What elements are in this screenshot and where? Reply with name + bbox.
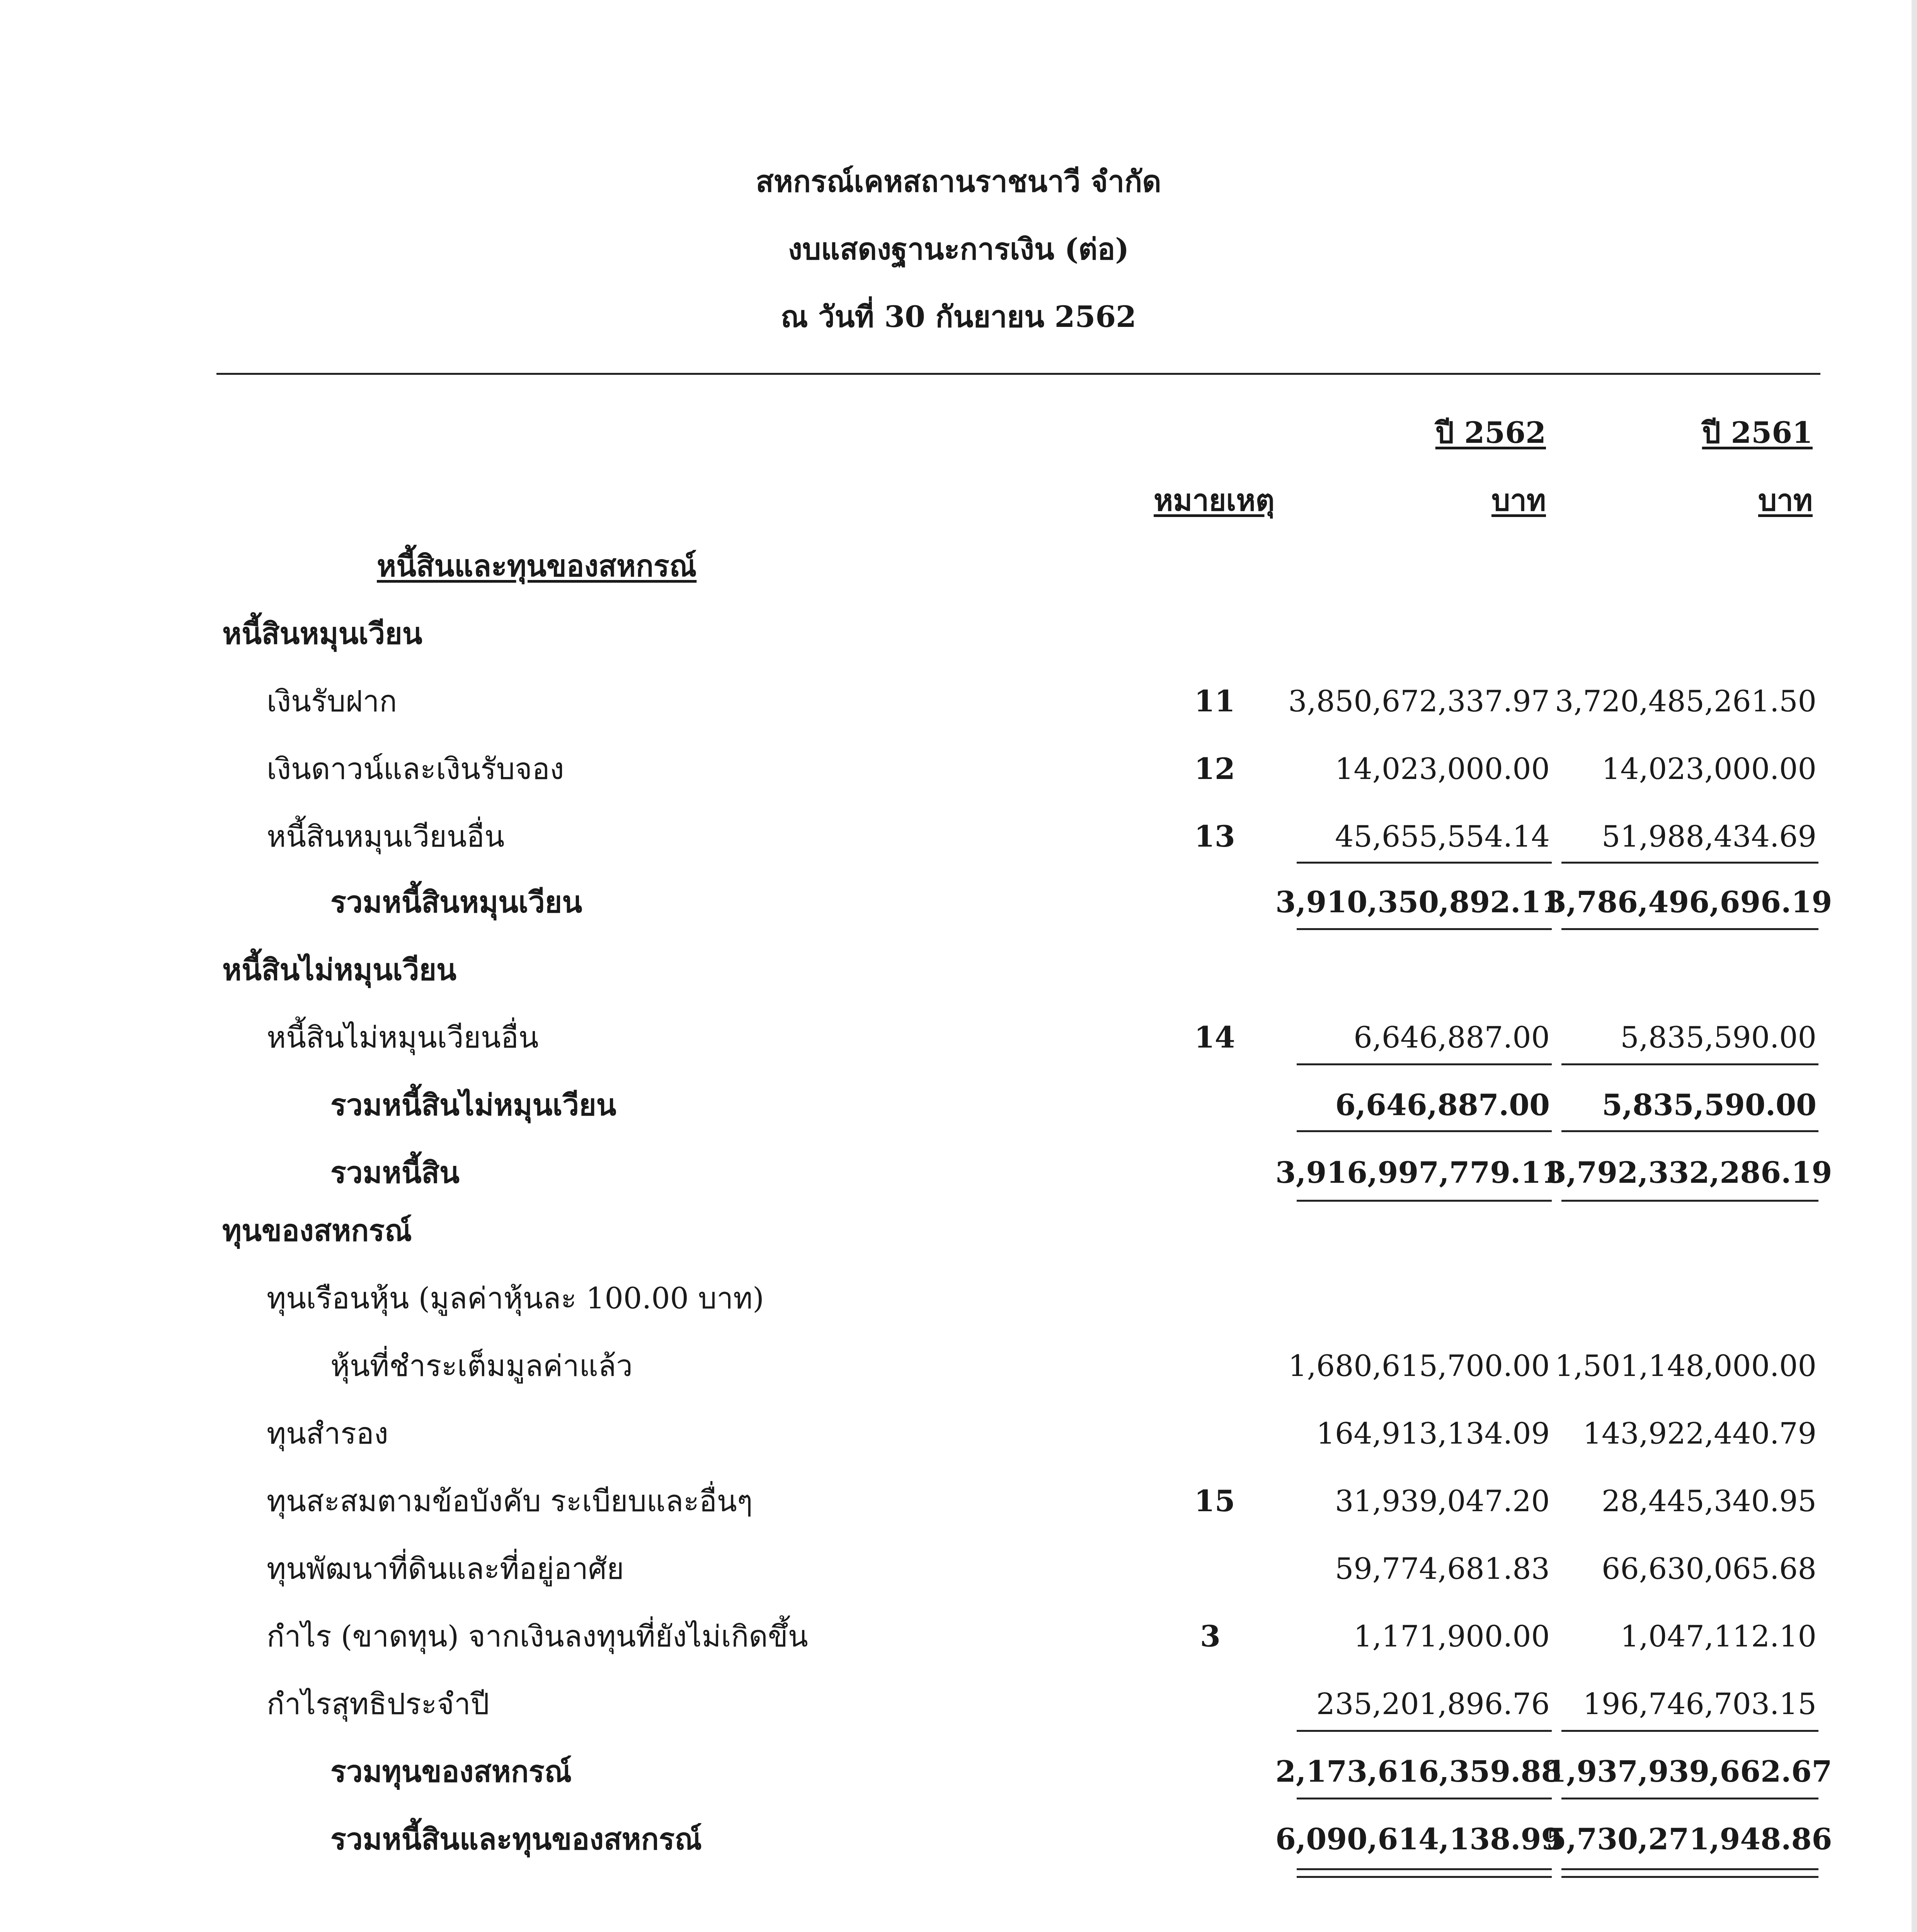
total-value-2562: 2,173,616,359.88 — [1275, 1754, 1562, 1789]
total-value-2562: 3,916,997,779.11 — [1275, 1155, 1562, 1190]
row-value-2561: 28,445,340.95 — [1601, 1484, 1817, 1518]
row-value-2561: 196,746,703.15 — [1583, 1687, 1817, 1721]
column-year-2562: ปี 2562 — [1435, 415, 1546, 450]
row-value-2561: 51,988,434.69 — [1601, 819, 1817, 854]
total-value-2562: 6,646,887.00 — [1335, 1088, 1550, 1122]
group-current-liabilities: หนี้สินหมุนเวียน — [222, 616, 422, 651]
row-label: ทุนเรือนหุ้น (มูลค่าหุ้นละ 100.00 บาท) — [267, 1281, 764, 1315]
row-note: 12 — [1194, 752, 1235, 786]
total-value-2562: 3,910,350,892.11 — [1275, 885, 1562, 919]
total-rule — [1561, 1130, 1818, 1132]
row-label: ทุนพัฒนาที่ดินและที่อยู่อาศัย — [267, 1551, 624, 1586]
row-note: 15 — [1194, 1484, 1235, 1518]
total-rule — [1561, 1200, 1818, 1202]
double-rule-top — [1561, 1868, 1818, 1870]
grand-total-2562: 6,090,614,138.99 — [1275, 1822, 1562, 1856]
double-rule-bottom — [1561, 1876, 1818, 1878]
row-label: เงินดาวน์และเงินรับจอง — [267, 752, 564, 786]
row-value-2562: 1,680,615,700.00 — [1288, 1349, 1550, 1383]
row-value-2562: 235,201,896.76 — [1316, 1687, 1550, 1721]
subtotal-rule — [1297, 1063, 1552, 1065]
total-equity-label: รวมทุนของสหกรณ์ — [330, 1754, 572, 1789]
group-equity: ทุนของสหกรณ์ — [222, 1213, 412, 1248]
row-value-2562: 3,850,672,337.97 — [1288, 684, 1550, 718]
column-unit-1: บาท — [1491, 483, 1546, 517]
row-label: เงินรับฝาก — [267, 684, 397, 718]
total-rule — [1297, 928, 1552, 930]
row-value-2561: 5,835,590.00 — [1620, 1020, 1817, 1054]
statement-date: ณ วันที่ 30 กันยายน 2562 — [780, 299, 1136, 334]
row-value-2561: 1,047,112.10 — [1620, 1619, 1817, 1653]
row-value-2561: 3,720,485,261.50 — [1555, 684, 1817, 718]
row-value-2561: 143,922,440.79 — [1583, 1416, 1817, 1451]
row-label: ทุนสะสมตามข้อบังคับ ระเบียบและอื่นๆ — [267, 1484, 753, 1518]
group-noncurrent-liabilities: หนี้สินไม่หมุนเวียน — [222, 952, 456, 987]
total-value-2561: 3,786,496,696.19 — [1546, 885, 1832, 919]
total-rule — [1297, 1130, 1552, 1132]
total-rule — [1297, 1798, 1552, 1799]
column-year-2561: ปี 2561 — [1702, 415, 1813, 450]
column-note: หมายเหตุ — [1154, 483, 1275, 517]
page-edge — [1912, 0, 1917, 1932]
row-label: ทุนสำรอง — [267, 1416, 388, 1451]
total-rule — [1561, 928, 1818, 930]
total-rule — [1561, 1798, 1818, 1799]
total-value-2561: 1,937,939,662.67 — [1546, 1754, 1832, 1789]
subtotal-rule — [1297, 862, 1552, 864]
subtotal-rule — [1561, 862, 1818, 864]
row-note: 11 — [1194, 684, 1235, 718]
row-label: กำไรสุทธิประจำปี — [267, 1687, 489, 1721]
row-label: กำไร (ขาดทุน) จากเงินลงทุนที่ยังไม่เกิดขึ้น — [267, 1619, 808, 1653]
total-rule — [1297, 1200, 1552, 1202]
row-value-2561: 14,023,000.00 — [1601, 752, 1817, 786]
total-value-2561: 5,835,590.00 — [1602, 1088, 1817, 1122]
row-note: 3 — [1200, 1619, 1221, 1653]
total-noncurrent-liabilities-label: รวมหนี้สินไม่หมุนเวียน — [330, 1088, 616, 1122]
row-value-2562: 6,646,887.00 — [1353, 1020, 1550, 1054]
total-liabilities-label: รวมหนี้สิน — [330, 1155, 460, 1190]
row-value-2562: 59,774,681.83 — [1335, 1551, 1550, 1586]
subtotal-rule — [1561, 1730, 1818, 1732]
grand-total-2561: 5,730,271,948.86 — [1546, 1822, 1832, 1856]
row-value-2562: 1,171,900.00 — [1353, 1619, 1550, 1653]
double-rule-bottom — [1297, 1876, 1552, 1878]
row-label: หนี้สินหมุนเวียนอื่น — [267, 819, 505, 854]
total-current-liabilities-label: รวมหนี้สินหมุนเวียน — [330, 885, 582, 919]
column-unit-2: บาท — [1758, 483, 1813, 517]
subtotal-rule — [1297, 1730, 1552, 1732]
section-title: หนี้สินและทุนของสหกรณ์ — [377, 549, 697, 583]
row-value-2562: 45,655,554.14 — [1335, 819, 1550, 854]
total-value-2561: 3,792,332,286.19 — [1546, 1155, 1832, 1190]
row-value-2562: 14,023,000.00 — [1335, 752, 1550, 786]
row-label: หนี้สินไม่หมุนเวียนอื่น — [267, 1020, 539, 1054]
row-value-2562: 31,939,047.20 — [1335, 1484, 1550, 1518]
row-label: หุ้นที่ชำระเต็มมูลค่าแล้ว — [330, 1349, 633, 1383]
grand-total-label: รวมหนี้สินและทุนของสหกรณ์ — [330, 1822, 702, 1856]
row-value-2561: 1,501,148,000.00 — [1555, 1349, 1817, 1383]
header-rule — [216, 373, 1820, 375]
row-value-2562: 164,913,134.09 — [1316, 1416, 1550, 1451]
org-name: สหกรณ์เคหสถานราชนาวี จำกัด — [756, 164, 1161, 199]
row-value-2561: 66,630,065.68 — [1601, 1551, 1817, 1586]
double-rule-top — [1297, 1868, 1552, 1870]
row-note: 13 — [1194, 819, 1235, 854]
subtotal-rule — [1561, 1063, 1818, 1065]
row-note: 14 — [1194, 1020, 1235, 1054]
statement-title: งบแสดงฐานะการเงิน (ต่อ) — [788, 232, 1129, 266]
